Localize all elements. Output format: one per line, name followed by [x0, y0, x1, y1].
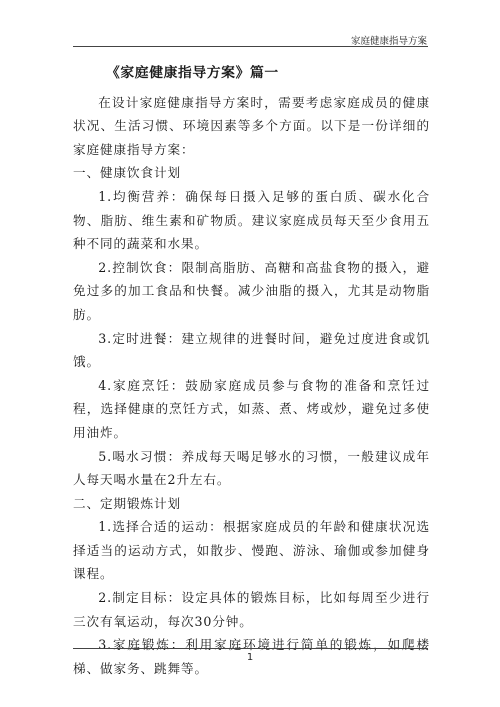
exercise-item: 2.制定目标：设定具体的锻炼目标，比如每周至少进行三次有氧运动，每次30分钟。 — [73, 590, 430, 629]
exercise-item: 3.家庭锻炼：利用家庭环境进行简单的锻炼，如爬楼梯、做家务、跳舞等。 — [73, 637, 430, 676]
diet-item: 4.家庭烹饪：鼓励家庭成员参与食物的准备和烹饪过程，选择健康的烹饪方式，如蒸、煮、烤或炒，避免过多使用油炸。 — [73, 377, 430, 440]
exercise-item: 1.选择合适的运动：根据家庭成员的年龄和健康状况选择适当的运动方式，如散步、慢跑、游泳、瑜伽或参加健身课程。 — [73, 519, 430, 582]
section-heading-exercise: 二、定期锻炼计划 — [73, 495, 181, 511]
diet-item: 5.喝水习惯：养成每天喝足够水的习惯，一般建议成年人每天喝水量在2升左右。 — [73, 448, 430, 488]
diet-item: 2.控制饮食：限制高脂肪、高糖和高盐食物的摄入，避免过多的加工食品和快餐。减少油脂的摄入，尤其是动物脂肪。 — [73, 259, 430, 322]
footer-rule — [73, 648, 428, 649]
diet-item: 1.均衡营养：确保每日摄入足够的蛋白质、碳水化合物、脂肪、维生素和矿物质。建议家庭成员每天至少食用五种不同的蔬菜和水果。 — [73, 188, 430, 252]
header-rule — [73, 46, 428, 47]
document-title: 《家庭健康指导方案》篇一 — [106, 65, 279, 81]
running-header: 家庭健康指导方案 — [350, 36, 427, 47]
diet-item: 3.定时进餐：建立规律的进餐时间，避免过度进食或饥饿。 — [73, 330, 430, 370]
document-body — [73, 62, 430, 680]
section-heading-diet: 一、健康饮食计划 — [73, 165, 181, 181]
intro-paragraph: 在设计家庭健康指导方案时，需要考虑家庭成员的健康状况、生活习惯、环境因素等多个方面。以下是一份详细的家庭健康指导方案： — [73, 94, 430, 157]
page-number: 1 — [246, 652, 254, 663]
